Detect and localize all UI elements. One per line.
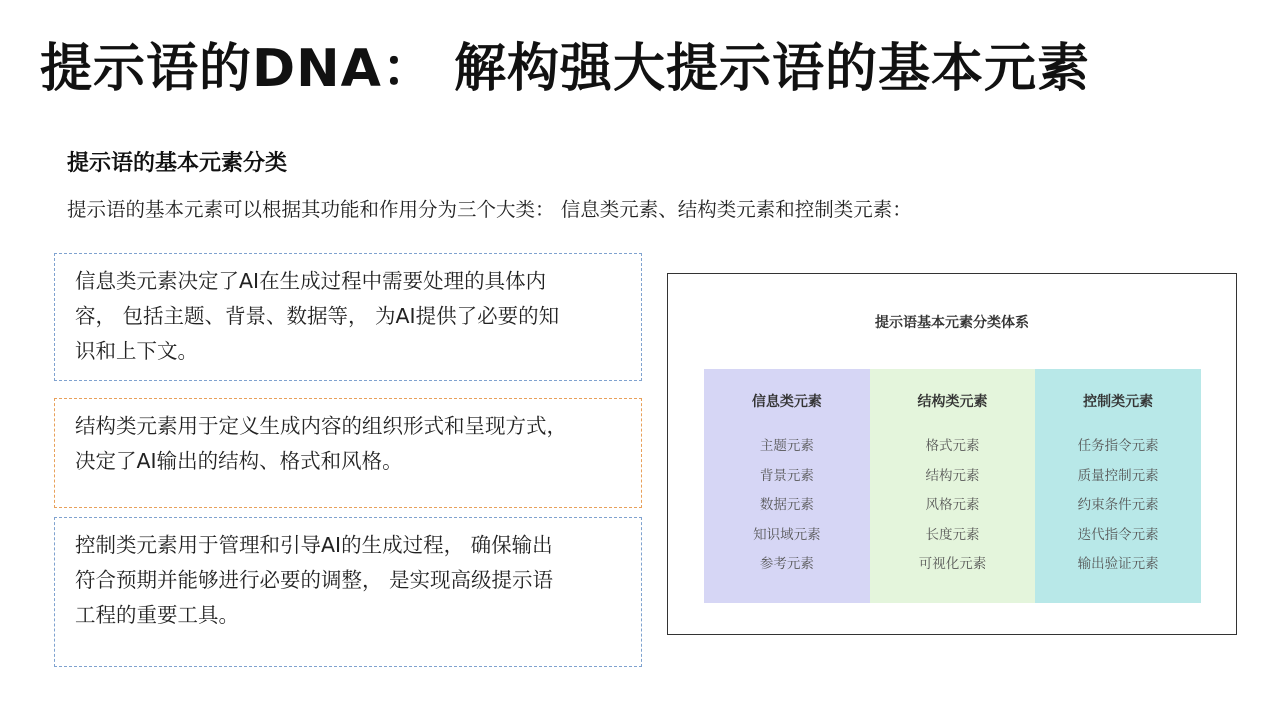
figure-title: 提示语基本元素分类体系 bbox=[875, 315, 1029, 331]
column-item: 背景元素 bbox=[759, 467, 814, 484]
column-item: 质量控制元素 bbox=[1077, 467, 1159, 484]
column-structure bbox=[870, 369, 1036, 603]
column-item: 约束条件元素 bbox=[1077, 497, 1159, 513]
card-line: 结构类元素用于定义生成内容的组织形式和呈现方式， bbox=[75, 414, 567, 438]
control-elements-card bbox=[54, 517, 642, 667]
column-control bbox=[1035, 369, 1201, 603]
info-elements-card bbox=[54, 253, 642, 381]
card-line: 控制类元素用于管理和引导AI的生成过程， 确保输出 bbox=[75, 533, 553, 557]
card-line: 容， 包括主题、背景、数据等， 为AI提供了必要的知 bbox=[75, 304, 560, 328]
card-line: 工程的重要工具。 bbox=[75, 603, 239, 627]
section-subtitle: 提示语的基本元素分类 bbox=[67, 151, 288, 176]
column-heading: 结构类元素 bbox=[917, 394, 988, 410]
column-item: 任务指令元素 bbox=[1077, 438, 1159, 454]
column-info bbox=[704, 369, 870, 603]
structure-elements-card bbox=[54, 398, 642, 508]
column-item: 数据元素 bbox=[759, 497, 814, 513]
card-line: 决定了AI输出的结构、格式和风格。 bbox=[75, 449, 403, 473]
column-item: 格式元素 bbox=[925, 438, 980, 454]
card-line: 识和上下文。 bbox=[75, 339, 198, 363]
column-item: 长度元素 bbox=[925, 526, 980, 543]
column-item: 输出验证元素 bbox=[1077, 556, 1159, 572]
column-item: 主题元素 bbox=[759, 438, 814, 454]
column-item: 可视化元素 bbox=[918, 556, 987, 572]
column-heading: 控制类元素 bbox=[1083, 394, 1154, 410]
slide-title: 提示语的DNA： 解构强大提示语的基本元素 bbox=[40, 39, 1091, 99]
card-line: 符合预期并能够进行必要的调整， 是实现高级提示语 bbox=[75, 568, 554, 592]
column-item: 风格元素 bbox=[925, 497, 980, 513]
classification-figure bbox=[667, 273, 1237, 635]
intro-text: 提示语的基本元素可以根据其功能和作用分为三个大类： 信息类元素、结构类元素和控制类元素： bbox=[67, 198, 912, 221]
column-item: 参考元素 bbox=[759, 556, 814, 572]
card-line: 信息类元素决定了AI在生成过程中需要处理的具体内 bbox=[75, 269, 547, 293]
column-item: 结构元素 bbox=[925, 467, 980, 484]
figure-columns bbox=[704, 369, 1201, 603]
column-heading: 信息类元素 bbox=[751, 394, 822, 410]
column-item: 知识域元素 bbox=[753, 526, 821, 543]
column-item: 迭代指令元素 bbox=[1077, 526, 1159, 543]
